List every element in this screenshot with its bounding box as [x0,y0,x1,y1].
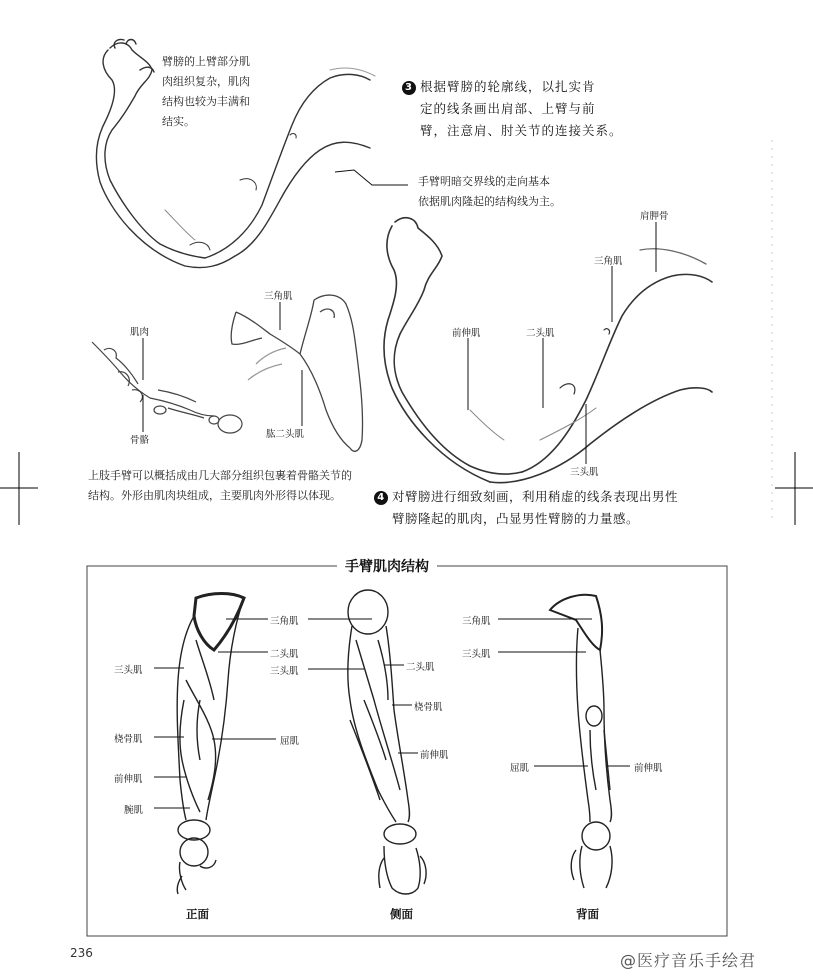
top-leader-lines [143,222,656,464]
front-label-flexor: 屈肌 [280,736,300,747]
note-line: 结实。 [162,115,195,128]
front-label-wrist: 腕肌 [124,805,144,816]
diagram-title: 手臂肌肉结构 [337,556,437,576]
label-muscle: 肌肉 [130,327,150,338]
front-arm-drawing [177,594,244,895]
skeleton-note [88,466,378,506]
side-label-extensor: 前伸肌 [420,750,449,761]
note-line: 肉组织复杂，肌肉 [162,75,250,88]
front-caption: 正面 [186,907,209,921]
back-label-deltoid: 三角肌 [462,616,491,627]
side-arm-drawing [348,590,426,894]
note-line: 上肢手臂可以概括成由几大部分组织包裹着骨骼关节的 [88,469,352,482]
boundary-note [418,172,608,212]
side-label-triceps: 三头肌 [270,666,299,677]
front-label-biceps: 二头肌 [270,649,299,660]
step4-text [374,486,714,530]
front-label-triceps: 三头肌 [114,665,143,676]
step4-number: 4 [374,491,388,505]
note-line: 依据肌肉隆起的结构线为主。 [418,195,561,208]
diagram-frame [87,566,727,936]
label-deltoid-small: 三角肌 [264,291,293,302]
label-deltoid-big: 三角肌 [594,256,623,267]
back-label-extensor: 前伸肌 [634,763,663,774]
step-line: 定的线条画出肩部、上臂与前 [420,101,596,116]
side-label-biceps: 二头肌 [406,662,435,673]
front-label-deltoid: 三角肌 [270,616,299,627]
front-label-extensor: 前伸肌 [114,774,143,785]
label-biceps-big: 二头肌 [526,328,555,339]
boundary-pointer [335,170,408,185]
back-label-triceps: 三头肌 [462,649,491,660]
note-line: 臂膀的上臂部分肌 [162,55,250,68]
note-line: 手臂明暗交界线的走向基本 [418,175,550,188]
watermark: @医疗音乐手绘君 [620,951,757,970]
arm-sketch-step4 [384,218,712,483]
back-arm-drawing [550,595,612,888]
label-forearm-extensor: 前伸肌 [452,328,481,339]
step3-number: 3 [402,81,416,95]
side-caption: 侧面 [390,907,413,921]
step-line: 臂，注意肩、肘关节的连接关系。 [420,123,623,138]
step-line: 根据臂膀的轮廓线，以扎实肯 [420,79,596,94]
label-bone: 骨骼 [130,435,150,446]
note-line: 结构。外形由肌肉块组成，主要肌肉外形得以体现。 [88,489,341,502]
label-scapula: 肩胛骨 [640,211,669,222]
step-line: 臂膀隆起的肌肉，凸显男性臂膀的力量感。 [392,511,640,526]
skeleton-sketch [92,342,242,433]
label-triceps-big: 三头肌 [570,467,599,478]
side-label-brachioradialis: 桡骨肌 [414,702,443,713]
back-caption: 背面 [576,907,599,921]
label-biceps-brachii: 肱二头肌 [266,429,305,440]
page-number: 236 [70,946,93,960]
step3-text [402,76,632,142]
front-label-brachioradialis: 桡骨肌 [114,734,143,745]
upper-arm-note [162,52,272,132]
step-line: 对臂膀进行细致刻画，利用稍虚的线条表现出男性 [392,489,679,504]
back-label-flexor: 屈肌 [510,763,530,774]
note-line: 结构也较为丰满和 [162,95,250,108]
